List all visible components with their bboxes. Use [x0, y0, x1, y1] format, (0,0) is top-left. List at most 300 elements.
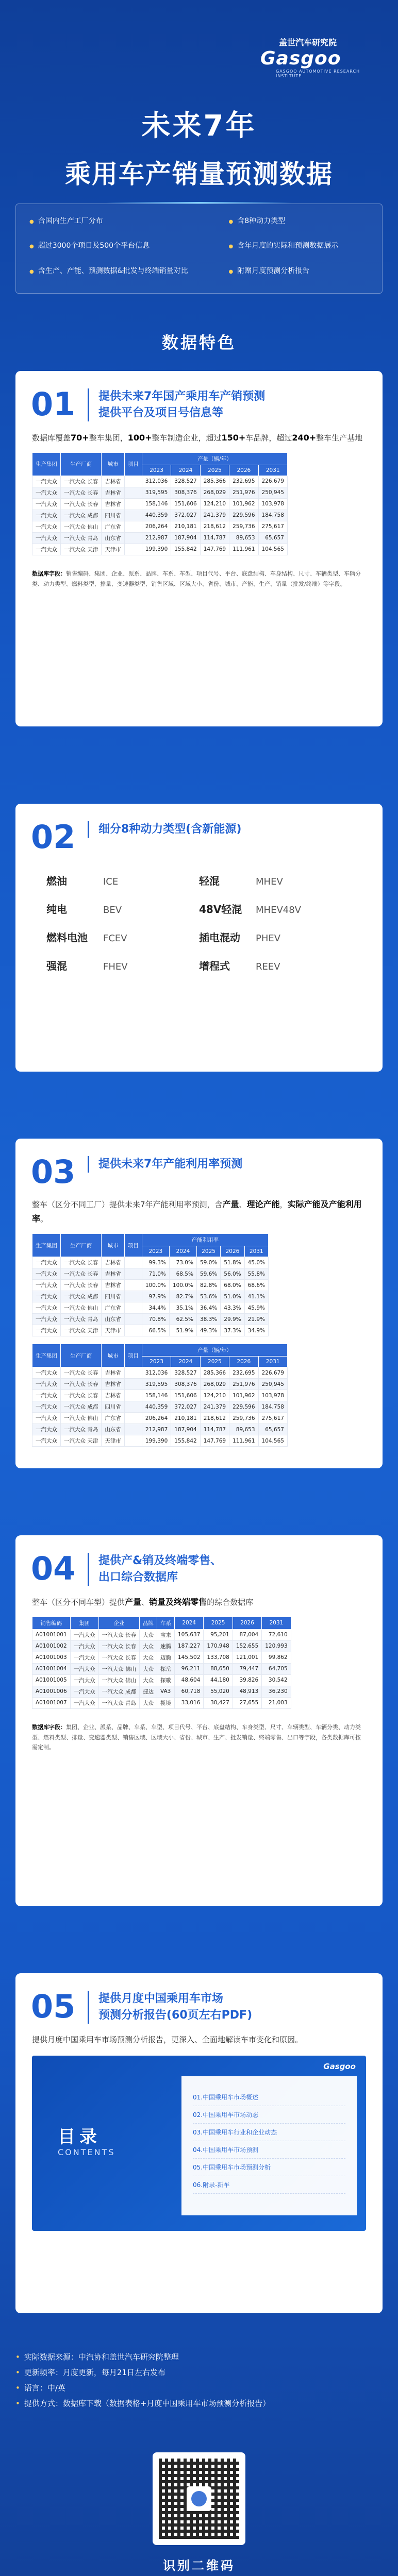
table-cell: 宝来 — [157, 1629, 174, 1640]
th-year: 2026 — [229, 465, 258, 476]
card-number: 01 — [31, 385, 76, 423]
utilization-table — [32, 1233, 269, 1336]
table-cell: 372,027 — [171, 510, 200, 521]
table-cell: 308,376 — [171, 487, 200, 498]
pt-code: REEV — [256, 961, 280, 972]
table-cell: 四川省 — [102, 1401, 125, 1413]
table-cell: 241,379 — [200, 1401, 229, 1413]
table-cell: 259,736 — [229, 1413, 258, 1424]
desc-text: 整车生产基地 — [316, 433, 363, 443]
table-cell: 68.5% — [169, 1268, 196, 1280]
card-description: 提供月度中国乘用车市场预测分析报告，更深入、全面地解读车市变化和原因。 — [32, 2035, 303, 2044]
note-text: 销售编码、集团、企业、派系、品牌、车系、车型、项目代号、平台、底盘结构、车身结构、尺寸、车辆类型、车辆分类、动力类型、燃料类型、排量、变速器类型、销售区域、区域大小、省份、城市、产能、生产、销量（批发/终端）等字段。 — [32, 570, 361, 587]
card-title-line: 提供产&销及终端零售、 — [98, 1554, 222, 1567]
table-cell: 259,736 — [229, 521, 258, 532]
table-cell — [124, 1257, 142, 1268]
table-cell: 187,904 — [171, 1424, 200, 1435]
table-cell: 吉林省 — [102, 476, 125, 487]
th: 项目 — [124, 1344, 142, 1367]
table-header-cell: 2026 — [233, 1617, 261, 1629]
table-cell: 38.3% — [196, 1314, 220, 1325]
logo-cn: 盖世汽车研究院 — [279, 38, 337, 47]
table-cell: 39,826 — [233, 1674, 261, 1686]
table-cell: 101,962 — [229, 498, 258, 510]
table-cell: 59.6% — [196, 1268, 220, 1280]
table-cell: 79,447 — [233, 1663, 261, 1674]
table-cell: 229,596 — [229, 1401, 258, 1413]
th-year: 2024 — [171, 1357, 200, 1367]
table-row — [32, 476, 288, 487]
desc-text: 数据库覆盖 — [32, 433, 71, 443]
table-cell: 一汽大众 — [32, 1302, 61, 1314]
table-cell: 199,390 — [142, 544, 171, 555]
table-cell: 广东省 — [102, 1302, 125, 1314]
table-cell: 96,211 — [174, 1663, 203, 1674]
table-cell: 一汽大众 — [32, 1314, 61, 1325]
powertrain-item — [199, 873, 352, 888]
toc-item: 01.中国乘用车市场概述 — [193, 2089, 345, 2106]
toc-item: 03.中国乘用车行业和企业动态 — [193, 2124, 345, 2141]
table-cell: 100.0% — [169, 1280, 196, 1291]
table-cell: 199,390 — [142, 1435, 171, 1447]
table-cell — [124, 1413, 142, 1424]
th-year: 2023 — [142, 1357, 171, 1367]
table-cell: 一汽大众 — [70, 1629, 98, 1640]
card-title-line: 提供平台及项目号信息等 — [98, 406, 224, 419]
table-cell: 187,227 — [174, 1640, 203, 1652]
toc-item: 05.中国乘用车市场预测分析 — [193, 2159, 345, 2176]
sales-table — [32, 1617, 291, 1709]
table-cell: 一汽大众 青岛 — [61, 1314, 102, 1325]
pt-code: MHEV — [256, 876, 283, 887]
table-cell: 147,769 — [200, 544, 229, 555]
table-cell — [124, 498, 142, 510]
table-cell: 312,036 — [142, 1367, 171, 1379]
table-cell: A01001007 — [32, 1697, 71, 1708]
table-body — [32, 1629, 291, 1708]
table-cell: 212,987 — [142, 532, 171, 544]
pt-code: FHEV — [103, 961, 128, 972]
table-cell: 66.5% — [142, 1325, 169, 1336]
table-cell: 89,653 — [229, 532, 258, 544]
table-cell — [124, 510, 142, 521]
table-cell: 天津市 — [102, 544, 125, 555]
cta-line1: 识别二维码 — [163, 2558, 235, 2573]
desc-highlight: 实际产能及产能利用率 — [32, 1199, 362, 1224]
hero-line1: 未来7年 — [141, 109, 257, 143]
powertrain-item — [46, 873, 199, 888]
table-cell: 30,542 — [262, 1674, 291, 1686]
table-row — [32, 1435, 288, 1447]
table-cell: 82.7% — [169, 1291, 196, 1302]
desc-text: 车品牌，超过 — [245, 433, 292, 443]
table-row — [32, 1424, 288, 1435]
th-year: 2031 — [244, 1246, 268, 1257]
th-year: 2025 — [196, 1246, 220, 1257]
table-cell: 一汽大众 — [32, 1435, 61, 1447]
table-cell: 广东省 — [102, 521, 125, 532]
pt-code: BEV — [103, 905, 122, 916]
table-cell: 一汽大众 长春 — [98, 1652, 139, 1663]
table-cell: 一汽大众 成都 — [61, 1291, 102, 1302]
table-cell: 218,612 — [200, 521, 229, 532]
table-cell: 251,976 — [229, 1379, 258, 1390]
table-cell: 48,604 — [174, 1674, 203, 1686]
table-cell — [124, 1325, 142, 1336]
th-year: 2024 — [169, 1246, 196, 1257]
table-cell: 155,842 — [171, 544, 200, 555]
table-cell: 155,842 — [171, 1435, 200, 1447]
table-cell: 152,655 — [233, 1640, 261, 1652]
feature-item: ● 附赠月度预测分析报告 — [229, 265, 369, 282]
desc-highlight: 产量 — [222, 1199, 239, 1209]
table-cell: 68.6% — [244, 1280, 268, 1291]
table-cell: 53.6% — [196, 1291, 220, 1302]
table-cell: 95,201 — [204, 1629, 233, 1640]
table-cell: 一汽大众 长春 — [61, 476, 102, 487]
th: 生产集团 — [32, 452, 61, 476]
table-row — [32, 1686, 291, 1697]
table-cell: 一汽大众 长春 — [98, 1640, 139, 1652]
desc-highlight: 100+ — [127, 432, 152, 443]
desc-highlight: 150+ — [221, 432, 246, 443]
powertrain-item — [199, 901, 352, 916]
table-cell: 探岳 — [157, 1663, 174, 1674]
table-cell: 114,787 — [200, 1424, 229, 1435]
card-title-line: 出口综合数据库 — [98, 1570, 178, 1584]
table-row — [32, 1652, 291, 1663]
toc-en: CONTENTS — [58, 2147, 115, 2158]
table-cell — [124, 1367, 142, 1379]
table-cell: 吉林省 — [102, 1280, 125, 1291]
table-cell: 一汽大众 天津 — [61, 544, 102, 555]
pt-name: 48V轻混 — [199, 903, 242, 916]
table-cell: 45.0% — [244, 1257, 268, 1268]
toc-label: 目录 — [58, 2127, 101, 2148]
card-number: 05 — [31, 1988, 76, 2025]
table-row — [32, 1302, 269, 1314]
th: 城市 — [102, 452, 125, 476]
table-cell: 268,029 — [200, 487, 229, 498]
table-cell — [124, 521, 142, 532]
table-cell: 250,945 — [258, 1379, 287, 1390]
qr-center-logo — [187, 2486, 211, 2511]
table-cell: 87,004 — [233, 1629, 261, 1640]
feature-item: ● 含8种动力类型 — [229, 215, 369, 232]
card-description — [15, 1197, 383, 1226]
toc-list — [181, 2076, 357, 2215]
table-cell: 四川省 — [102, 1291, 125, 1302]
table-cell: 揽境 — [157, 1697, 174, 1708]
table-cell — [124, 1390, 142, 1401]
table-cell: 一汽大众 — [70, 1697, 98, 1708]
table-cell: 大众 — [139, 1697, 157, 1708]
card-03 — [15, 1139, 383, 1468]
table-cell: 一汽大众 — [70, 1640, 98, 1652]
table-cell: 285,366 — [200, 476, 229, 487]
table-body — [32, 1367, 288, 1447]
table-cell: 一汽大众 长春 — [61, 1257, 102, 1268]
table-cell: 72,610 — [262, 1629, 291, 1640]
table-cell — [124, 1435, 142, 1447]
table-cell: 285,366 — [200, 1367, 229, 1379]
table-cell: 一汽大众 — [32, 1424, 61, 1435]
feature-item: ● 含年月度的实际和预测数据展示 — [229, 240, 369, 257]
table-cell: 吉林省 — [102, 498, 125, 510]
table-row — [32, 544, 288, 555]
table-cell: 大众 — [139, 1663, 157, 1674]
table-cell: 一汽大众 — [70, 1686, 98, 1697]
table-cell: 44,180 — [204, 1674, 233, 1686]
pt-name: 增程式 — [199, 960, 230, 972]
table-cell — [124, 1401, 142, 1413]
table-cell: 大众 — [139, 1629, 157, 1640]
card-title — [88, 1991, 252, 2024]
th-year: 2025 — [200, 465, 229, 476]
table-cell: 一汽大众 — [70, 1652, 98, 1663]
section-title: 数据特色 — [161, 333, 236, 352]
table-cell — [124, 1379, 142, 1390]
card-number: 02 — [31, 818, 76, 856]
card-05 — [15, 1973, 383, 2313]
hero-title — [0, 103, 398, 204]
pt-name: 燃油 — [46, 875, 67, 887]
th: 项目 — [124, 452, 142, 476]
table-cell: 59.0% — [196, 1257, 220, 1268]
table-cell: 49.3% — [196, 1325, 220, 1336]
table-cell: 一汽大众 — [32, 1257, 61, 1268]
table-row — [32, 510, 288, 521]
table-cell: 158,146 — [142, 1390, 171, 1401]
table-cell: 一汽大众 — [32, 1268, 61, 1280]
production-table — [32, 452, 288, 555]
table-cell: 一汽大众 佛山 — [98, 1674, 139, 1686]
table-cell: 145,502 — [174, 1652, 203, 1663]
table-row — [32, 1268, 269, 1280]
th-year: 2024 — [171, 465, 200, 476]
table-cell — [124, 1280, 142, 1291]
th: 生产厂商 — [61, 1234, 102, 1257]
table-cell: 一汽大众 — [32, 1325, 61, 1336]
table-cell: 51.8% — [221, 1257, 244, 1268]
table-header-cell: 销售编码 — [32, 1617, 71, 1629]
table-cell: 37.3% — [221, 1325, 244, 1336]
report-preview — [32, 2056, 366, 2231]
card-title-line: 预测分析报告(60页左右PDF) — [98, 2008, 253, 2022]
table-cell: VA3 — [157, 1686, 174, 1697]
table-cell: 124,210 — [200, 1390, 229, 1401]
table-cell: 34.9% — [244, 1325, 268, 1336]
table-cell: 一汽大众 — [32, 1413, 61, 1424]
table-cell: 一汽大众 天津 — [61, 1325, 102, 1336]
table-cell: 一汽大众 长春 — [61, 1390, 102, 1401]
table-cell: 35.1% — [169, 1302, 196, 1314]
table-cell: 大众 — [139, 1652, 157, 1663]
table-cell: 268,029 — [200, 1379, 229, 1390]
table-cell: 48,913 — [233, 1686, 261, 1697]
table-cell: 55.8% — [244, 1268, 268, 1280]
th-year: 2031 — [258, 465, 287, 476]
th: 项目 — [124, 1234, 142, 1257]
table-row — [32, 1390, 288, 1401]
th: 生产厂商 — [61, 1344, 102, 1367]
table-cell: 73.0% — [169, 1257, 196, 1268]
table-row — [32, 1697, 291, 1708]
toc-item: 04.中国乘用车市场预测 — [193, 2141, 345, 2159]
table-cell — [124, 1424, 142, 1435]
table-cell — [124, 476, 142, 487]
pt-name: 强混 — [46, 960, 67, 972]
footer-item: • 更新频率：月度更新，每月21日左右发布 — [15, 2365, 383, 2380]
table-cell: 30,427 — [204, 1697, 233, 1708]
table-cell: 21,003 — [262, 1697, 291, 1708]
table-cell: 218,612 — [200, 1413, 229, 1424]
table-cell: 大众 — [139, 1640, 157, 1652]
table-cell: 212,987 — [142, 1424, 171, 1435]
desc-text: 、 — [239, 1200, 247, 1209]
table-cell: 64,705 — [262, 1663, 291, 1674]
table-row — [32, 1413, 288, 1424]
pt-code: FCEV — [103, 933, 127, 944]
footer-item: • 提供方式：数据库下载（数据表格+月度中国乘用车市场预测分析报告） — [15, 2396, 383, 2411]
th: 城市 — [102, 1234, 125, 1257]
pt-name: 燃料电池 — [46, 931, 88, 944]
table-header-cell: 品牌 — [139, 1617, 157, 1629]
table-cell: 一汽大众 佛山 — [61, 1413, 102, 1424]
note-label: 数据库字段： — [32, 1723, 66, 1731]
desc-highlight: 产量 — [125, 1597, 142, 1607]
table-cell: 55,020 — [204, 1686, 233, 1697]
table-cell: 36,230 — [262, 1686, 291, 1697]
table-cell: A01001002 — [32, 1640, 71, 1652]
table-row — [32, 1379, 288, 1390]
card-title-line: 提供未来7年国产乘用车产销预测 — [98, 390, 266, 403]
table-header-cell: 2031 — [262, 1617, 291, 1629]
table-header-cell: 集团 — [70, 1617, 98, 1629]
table-cell: 151,606 — [171, 498, 200, 510]
pt-name: 插电混动 — [199, 931, 240, 944]
desc-text: ， — [279, 1200, 288, 1209]
table-row — [32, 1314, 269, 1325]
th: 产量（辆/年） — [142, 452, 287, 465]
powertrain-grid — [15, 862, 383, 998]
table-cell: 89,653 — [229, 1424, 258, 1435]
table-cell: 一汽大众 佛山 — [98, 1663, 139, 1674]
table-cell: 一汽大众 佛山 — [61, 1302, 102, 1314]
toc-item: 02.中国乘用车市场动态 — [193, 2106, 345, 2124]
table-cell: 一汽大众 — [32, 498, 61, 510]
table-cell: 101,962 — [229, 1390, 258, 1401]
table-cell: 速腾 — [157, 1640, 174, 1652]
table-cell: 328,527 — [171, 476, 200, 487]
table-cell: 山东省 — [102, 532, 125, 544]
desc-text: 整车制造企业，超过 — [152, 433, 222, 443]
table-header-cell: 车系 — [157, 1617, 174, 1629]
table-cell: 372,027 — [171, 1401, 200, 1413]
call-to-action — [0, 2555, 398, 2576]
qr-code[interactable] — [153, 2452, 245, 2545]
table-cell: 99,862 — [262, 1652, 291, 1663]
table-cell: 一汽大众 长春 — [61, 1379, 102, 1390]
logo-en: Gasgoo — [260, 48, 341, 69]
table-row — [32, 1257, 269, 1268]
table-cell: 36.4% — [196, 1302, 220, 1314]
table-row — [32, 1367, 288, 1379]
card-note — [15, 1716, 383, 1759]
table-cell: 山东省 — [102, 1424, 125, 1435]
table-row — [32, 1629, 291, 1640]
table-cell: 一汽大众 — [32, 544, 61, 555]
th: 城市 — [102, 1344, 125, 1367]
table-cell: 四川省 — [102, 510, 125, 521]
table-cell: 一汽大众 成都 — [61, 1401, 102, 1413]
table-cell: 一汽大众 — [70, 1674, 98, 1686]
table-header-cell: 2024 — [174, 1617, 203, 1629]
table-cell: A01001003 — [32, 1652, 71, 1663]
th-year: 2026 — [229, 1357, 258, 1367]
table-cell: 105,637 — [174, 1629, 203, 1640]
footer-item: • 实际数据来源：中汽协和盖世汽车研究院整理 — [15, 2349, 383, 2365]
production-table — [32, 1344, 288, 1447]
feature-item: ● 含生产、产能、预测数据&批发与终端销量对比 — [29, 265, 219, 282]
card-04 — [15, 1535, 383, 1906]
table-row — [32, 1640, 291, 1652]
table-cell: 206,264 — [142, 1413, 171, 1424]
table-cell: 226,679 — [258, 476, 287, 487]
table-row — [32, 1663, 291, 1674]
table-cell: 探歌 — [157, 1674, 174, 1686]
table-header-cell: 企业 — [98, 1617, 139, 1629]
table-cell: 158,146 — [142, 498, 171, 510]
note-label: 数据库字段： — [32, 570, 66, 577]
table-cell: 43.3% — [221, 1302, 244, 1314]
table-cell: 山东省 — [102, 1314, 125, 1325]
feature-list — [15, 204, 383, 294]
table-cell: 一汽大众 — [32, 487, 61, 498]
table-row — [32, 1674, 291, 1686]
table-cell: 100.0% — [142, 1280, 169, 1291]
footer-info — [15, 2349, 383, 2411]
desc-highlight: 销量及终端零售 — [149, 1597, 207, 1607]
table-cell: 天津市 — [102, 1325, 125, 1336]
table-cell: 一汽大众 — [32, 521, 61, 532]
table-cell: 一汽大众 青岛 — [61, 532, 102, 544]
table-cell: 88,650 — [204, 1663, 233, 1674]
table-cell: 一汽大众 — [32, 1379, 61, 1390]
card-number: 03 — [31, 1153, 76, 1191]
table-cell — [124, 487, 142, 498]
footer-item: • 语言：中/英 — [15, 2380, 383, 2396]
table-cell: 吉林省 — [102, 1268, 125, 1280]
table-cell: 51.9% — [169, 1325, 196, 1336]
th-year: 2023 — [142, 1246, 169, 1257]
table-cell: 99.3% — [142, 1257, 169, 1268]
table-cell: 147,769 — [200, 1435, 229, 1447]
desc-highlight: 理论产能 — [246, 1199, 280, 1209]
table-cell: 62.5% — [169, 1314, 196, 1325]
table-cell: 312,036 — [142, 476, 171, 487]
table-cell: 吉林省 — [102, 1257, 125, 1268]
table-cell: 一汽大众 长春 — [61, 1280, 102, 1291]
table-cell: 111,961 — [229, 544, 258, 555]
table-cell: 34.4% — [142, 1302, 169, 1314]
table-row — [32, 1291, 269, 1302]
table-cell: 一汽大众 — [32, 510, 61, 521]
card-title — [88, 1553, 222, 1586]
table-cell: 232,695 — [229, 1367, 258, 1379]
table-cell: 一汽大众 长春 — [61, 1367, 102, 1379]
table-cell: 226,679 — [258, 1367, 287, 1379]
